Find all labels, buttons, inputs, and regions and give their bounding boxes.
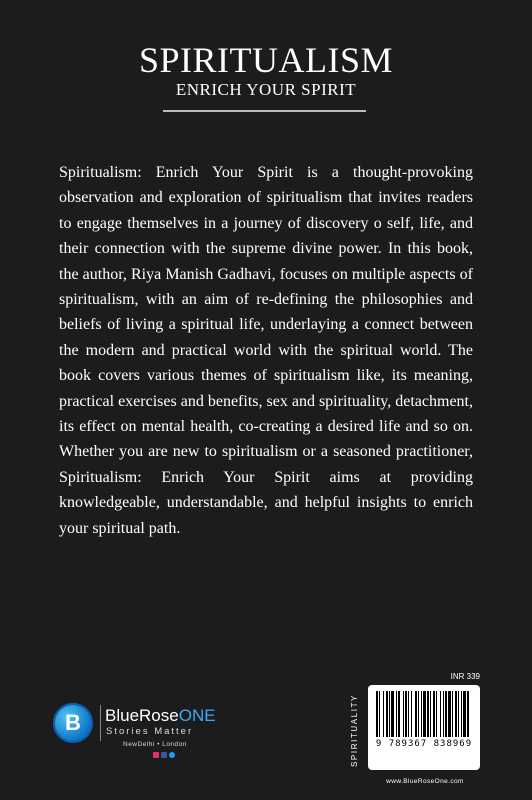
barcode-bar [461,691,462,737]
publisher-tagline: Stories Matter [106,726,194,737]
publisher-website: www.BlueRoseOne.com [386,778,464,785]
barcode-bar [448,691,451,737]
publisher-name-part2: ONE [178,706,216,725]
isbn-number: 9 789367 838969 [375,739,473,749]
barcode-bar [436,691,437,737]
book-blurb: Spiritualism: Enrich Your Spirit is a thought-provoking observation and exploration of spiritualism that invites readers to engage themselves in a journey of discovery o self, life, and their connection with the supreme divine power. In this book, the author, Riya Manish Gadhavi, focuses on multiple aspects of spiritualism, with an aim of re-defining the philosophies and beliefs of living a spiritual life, underlaying a connect between the modern and practical world with the spiritual world. The book covers various themes of spiritualism like, its meaning, practical exercises and benefits, sex and spirituality, detachment, its effect on mental health, co-creating a desired life and so on. Whether you are new to spiritualism or a seasoned practitioner, Spiritualism: Enrich Your Spirit aims at providing knowledgeable, understandable, and helpful insights to enrich your spiritual path. [59,164,473,537]
social-icons [153,752,175,758]
barcode-bar [455,691,457,737]
barcode-bar [452,691,453,737]
barcode-bar [443,691,444,737]
book-title: SPIRITUALISM [138,40,394,80]
barcode-bar [379,691,380,737]
barcode-bar [463,691,466,737]
facebook-icon [161,752,167,758]
price-label: INR 339 [450,672,480,681]
barcode-bar [389,691,390,737]
publisher-logo [53,703,253,773]
barcode-bar [408,691,409,737]
title-divider [163,110,366,112]
barcode-bar [396,691,397,737]
barcode-bar [458,691,459,737]
genre-text: SPIRITUALITY [349,693,359,767]
barcode-bar [423,691,426,737]
barcode-bar [386,691,388,737]
logo-divider [100,705,101,741]
genre-label [344,688,364,772]
barcode-bar [421,691,422,737]
barcode-bar [433,691,435,737]
publisher-name [105,706,216,726]
barcode-bar [467,691,469,737]
barcode-bar [427,691,429,737]
publisher-name-part1: BlueRose [105,706,179,725]
barcode-bar [440,691,441,737]
barcode-bar [405,691,407,737]
book-subtitle: ENRICH YOUR SPIRIT [175,80,357,99]
barcode-bar [445,691,447,737]
barcode-bar [398,691,400,737]
barcode-bar [391,691,394,737]
publisher-locations: NewDelhi • London [123,741,187,748]
instagram-icon [153,752,159,758]
barcode-bar [430,691,431,737]
twitter-icon [169,752,175,758]
barcode-bar [403,691,404,737]
logo-letter: B [65,710,81,735]
barcode-bar [418,691,419,737]
barcode-bar [376,691,378,737]
isbn-barcode [368,685,480,770]
barcode-bar [383,691,384,737]
barcode-bar [411,691,412,737]
barcode-bar [415,691,417,737]
barcode-bars [368,685,480,770]
